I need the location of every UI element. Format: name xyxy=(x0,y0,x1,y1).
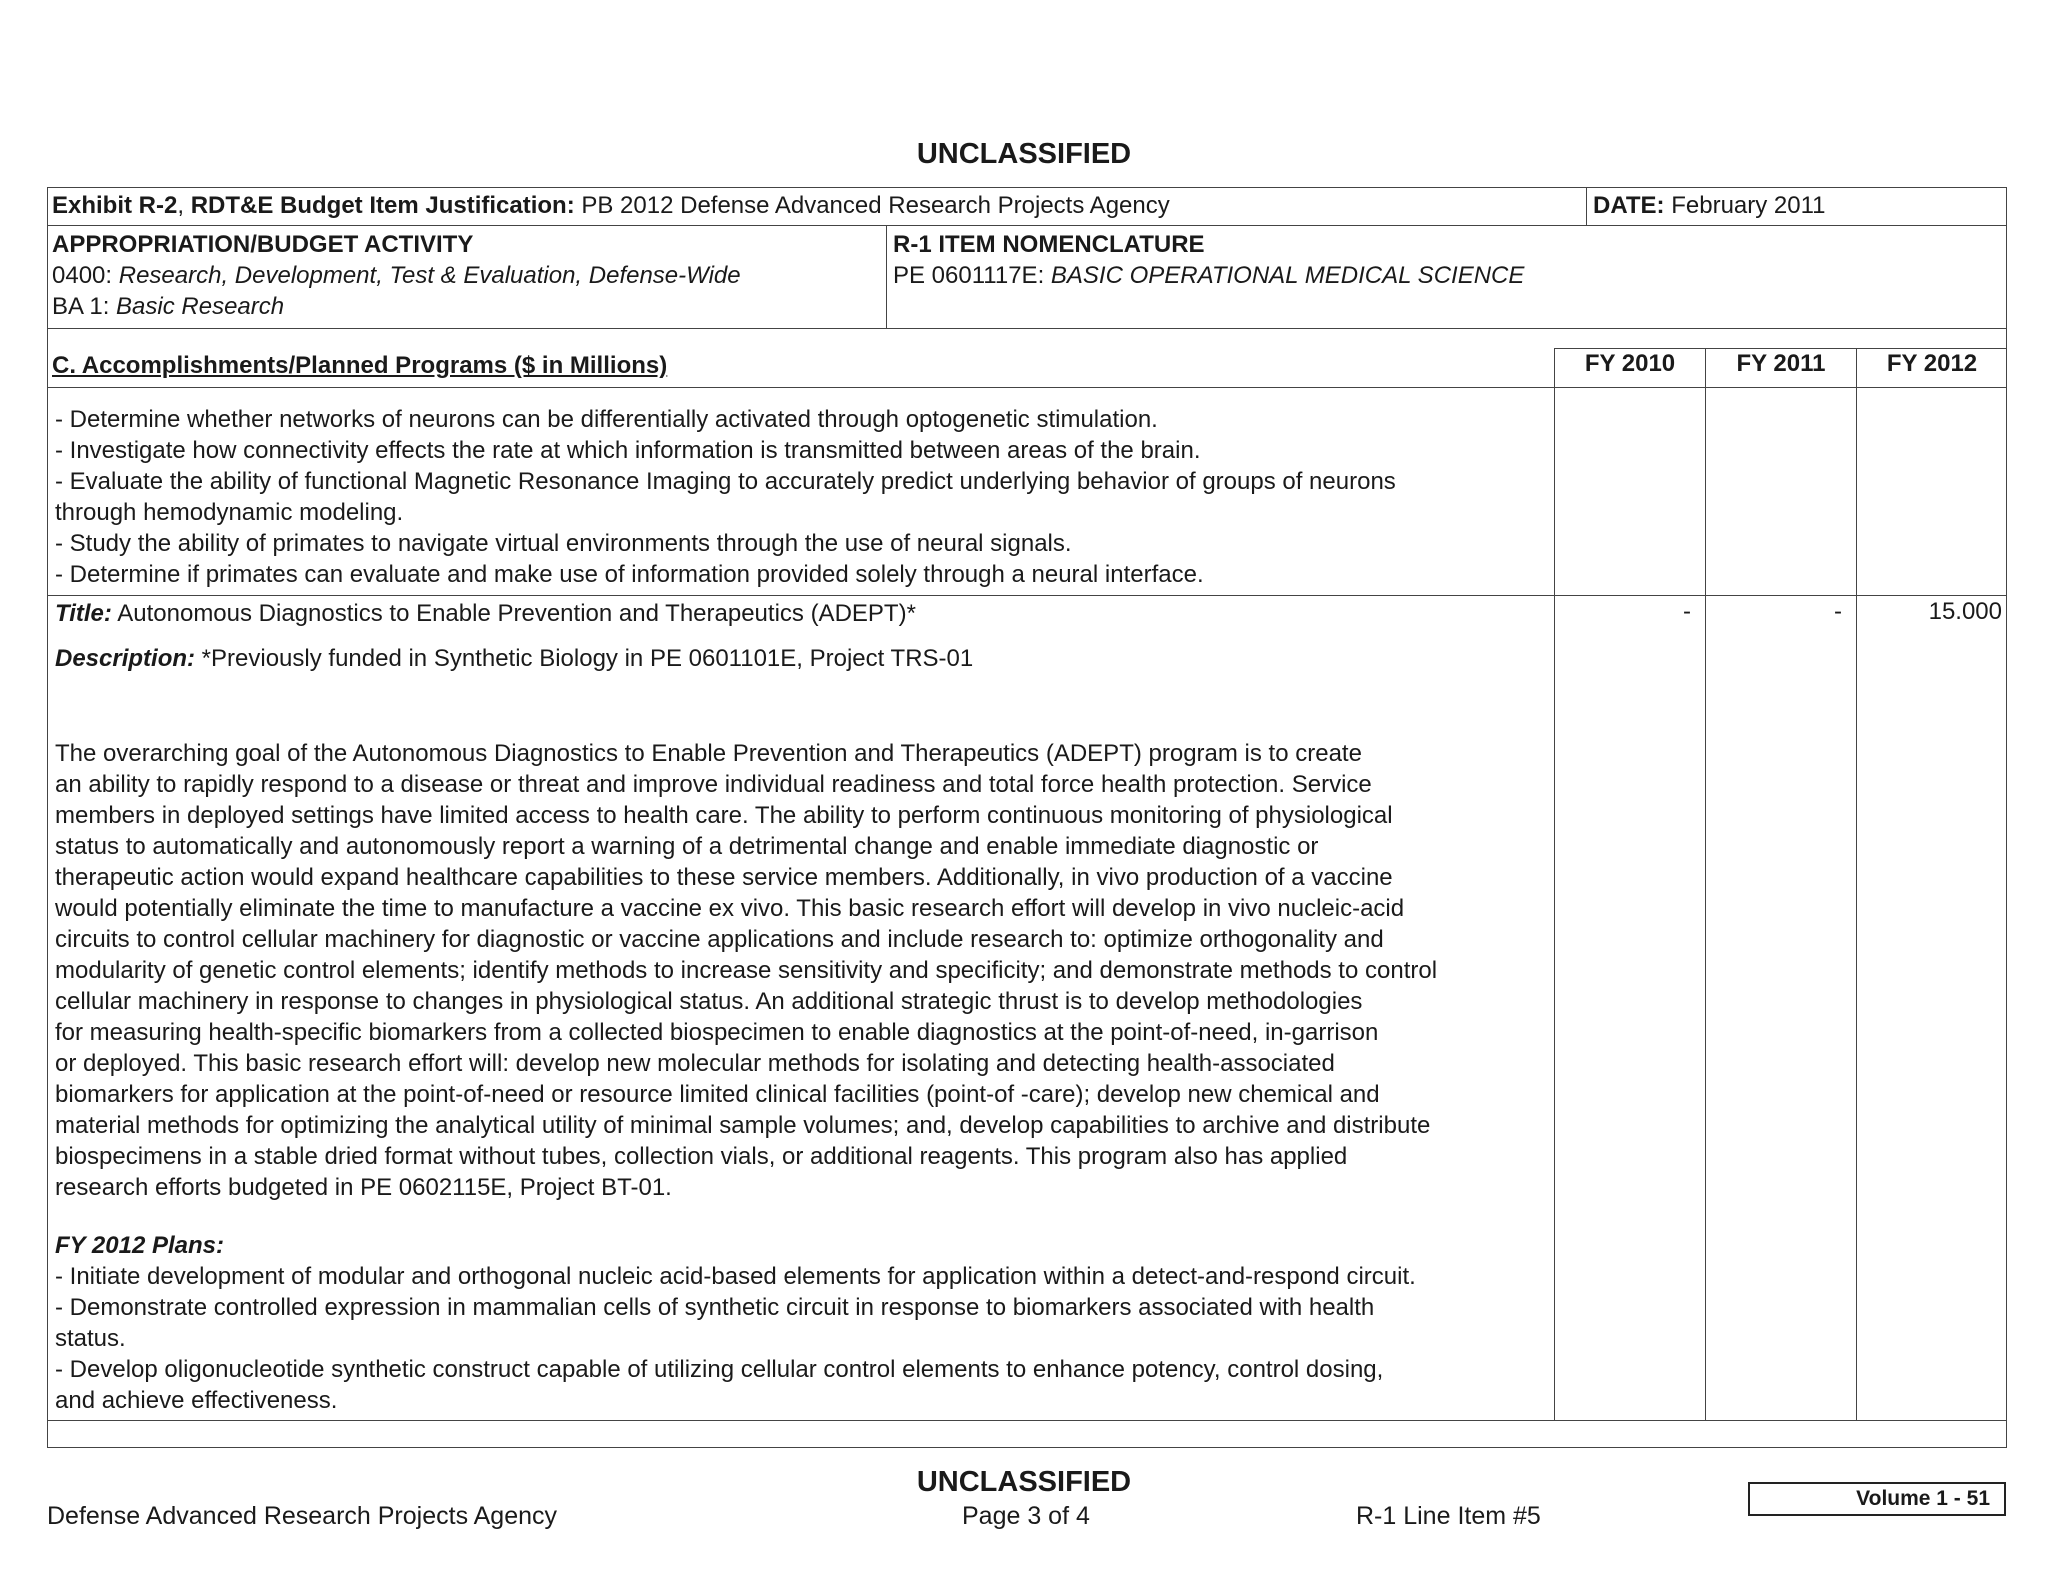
plan-line: and achieve effectiveness. xyxy=(55,1387,338,1414)
bullet-line: - Determine if primates can evaluate and make use of information provided solely through a neural interface. xyxy=(55,561,1204,588)
continued-bullets xyxy=(55,404,1396,590)
classification-bottom: UNCLASSIFIED xyxy=(916,1466,1132,1498)
pe-code: PE 0601117E: xyxy=(893,262,1051,289)
rule-appropriation-divider xyxy=(886,225,887,328)
body-line: research efforts budgeted in PE 0602115E, Project BT-01. xyxy=(55,1174,672,1201)
body-line: therapeutic action would expand healthcare capabilities to these service members. Additionally, in vivo production of a vaccine xyxy=(55,864,1393,891)
bullet-line: - Determine whether networks of neurons can be differentially activated through optogenetic stimulation. xyxy=(55,406,1158,433)
program-title-value: Autonomous Diagnostics to Enable Prevention and Therapeutics (ADEPT)* xyxy=(111,600,916,627)
pe-name: BASIC OPERATIONAL MEDICAL SCIENCE xyxy=(1050,262,1525,289)
body-line: would potentially eliminate the time to manufacture a vaccine ex vivo. This basic research effort will develop in vivo nucleic-acid xyxy=(55,895,1405,922)
date xyxy=(1593,190,1826,221)
classification-top: UNCLASSIFIED xyxy=(916,138,1132,170)
footer-agency: Defense Advanced Research Projects Agency xyxy=(47,1502,558,1530)
ba-name: Basic Research xyxy=(116,293,285,320)
rule-fy-header-bottom xyxy=(47,387,2007,388)
body-line: status to automatically and autonomously report a warning of a detrimental change and enable immediate diagnostic or xyxy=(55,833,1319,860)
rule-date-divider xyxy=(1586,187,1587,225)
pe-line xyxy=(893,260,1524,291)
footer-page: Page 3 of 4 xyxy=(962,1502,1090,1530)
plans-label: FY 2012 Plans: xyxy=(55,1232,224,1259)
body-line: circuits to control cellular machinery for diagnostic or vaccine applications and include research to: optimize orthogonality and xyxy=(55,926,1384,953)
exhibit-label: Exhibit R-2 xyxy=(52,192,178,219)
appropriation-line xyxy=(52,260,741,291)
body-line: cellular machinery in response to changes in physiological status. An additional strategic thrust is to develop methodologies xyxy=(55,988,1363,1015)
program-body xyxy=(55,738,1437,1203)
fy-header-2010: FY 2010 xyxy=(1584,350,1676,377)
appropriation-label: APPROPRIATION/BUDGET ACTIVITY xyxy=(52,231,474,258)
fy2010-value: - xyxy=(1683,598,1691,625)
program-title xyxy=(55,598,916,629)
body-line: material methods for optimizing the analytical utility of minimal sample volumes; and, develop capabilities to archive and distribute xyxy=(55,1112,1431,1139)
body-line: biospecimens in a stable dried format without tubes, collection vials, or additional reagents. This program also has applied xyxy=(55,1143,1348,1170)
rule-program-bottom xyxy=(47,1420,2007,1421)
footer-volume: Volume 1 - 51 xyxy=(1748,1482,2006,1516)
body-line: biomarkers for application at the point-of-need or resource limited clinical facilities (point-of -care); develop new chemical and xyxy=(55,1081,1380,1108)
program-description xyxy=(55,643,973,674)
fy-header-2011: FY 2011 xyxy=(1736,350,1826,377)
bullet-line: - Study the ability of primates to navigate virtual environments through the use of neural signals. xyxy=(55,530,1072,557)
fy-header-2012: FY 2012 xyxy=(1886,350,1978,377)
bullet-line: through hemodynamic modeling. xyxy=(55,499,404,526)
program-title-label: Title: xyxy=(55,600,112,627)
rule-appropriation-bottom xyxy=(47,328,2007,329)
exhibit-title xyxy=(52,190,1170,221)
bullet-line: - Investigate how connectivity effects the rate at which information is transmitted between areas of the brain. xyxy=(55,437,1201,464)
ba-code: BA 1: xyxy=(52,293,117,320)
body-line: modularity of genetic control elements; identify methods to increase sensitivity and specificity; and demonstrate methods to control xyxy=(55,957,1438,984)
plan-line: - Develop oligonucleotide synthetic construct capable of utilizing cellular control elements to enhance potency, control dosing, xyxy=(55,1356,1384,1383)
plans-list xyxy=(55,1261,1416,1416)
body-line: The overarching goal of the Autonomous Diagnostics to Enable Prevention and Therapeutics (ADEPT) program is to create xyxy=(55,740,1362,767)
section-title: C. Accomplishments/Planned Programs ($ in Millions) xyxy=(52,352,668,379)
rule-fy-col-1 xyxy=(1554,348,1555,1420)
body-line: members in deployed settings have limited access to health care. The ability to perform continuous monitoring of physiological xyxy=(55,802,1393,829)
r1-label: R-1 ITEM NOMENCLATURE xyxy=(893,231,1205,258)
fy2011-value: - xyxy=(1834,598,1842,625)
fy2012-value: 15.000 xyxy=(1928,598,2002,625)
rule-fy-top xyxy=(1554,348,2007,349)
body-line: or deployed. This basic research effort will: develop new molecular methods for isolating and detecting health-associated xyxy=(55,1050,1335,1077)
body-line: an ability to rapidly respond to a disease or threat and improve individual readiness and total force health protection. Service xyxy=(55,771,1372,798)
footer-line-item: R-1 Line Item #5 xyxy=(1356,1502,1541,1530)
appropriation-name: Research, Development, Test & Evaluation, Defense-Wide xyxy=(118,262,741,289)
exhibit-sep: , xyxy=(177,192,191,219)
plan-line: - Demonstrate controlled expression in mammalian cells of synthetic circuit in response to biomarkers associated with health xyxy=(55,1294,1375,1321)
rule-program-top xyxy=(47,595,2007,596)
justification-label: RDT&E Budget Item Justification: xyxy=(190,192,575,219)
appropriation-code: 0400: xyxy=(52,262,119,289)
budget-activity-line xyxy=(52,291,284,322)
rule-fy-col-2 xyxy=(1705,348,1706,1420)
justification-value: PB 2012 Defense Advanced Research Projects Agency xyxy=(574,192,1170,219)
bullet-line: - Evaluate the ability of functional Magnetic Resonance Imaging to accurately predict underlying behavior of groups of neurons xyxy=(55,468,1396,495)
rule-fy-col-3 xyxy=(1856,348,1857,1420)
plan-line: - Initiate development of modular and orthogonal nucleic acid-based elements for application within a detect-and-respond circuit. xyxy=(55,1263,1416,1290)
description-label: Description: xyxy=(55,645,196,672)
rule-header-bottom xyxy=(47,225,2007,226)
body-line: for measuring health-specific biomarkers from a collected biospecimen to enable diagnostics at the point-of-need, in-garrison xyxy=(55,1019,1379,1046)
date-label: DATE: xyxy=(1593,192,1665,219)
plan-line: status. xyxy=(55,1325,126,1352)
date-value: February 2011 xyxy=(1664,192,1826,219)
description-value: *Previously funded in Synthetic Biology in PE 0601101E, Project TRS-01 xyxy=(195,645,974,672)
